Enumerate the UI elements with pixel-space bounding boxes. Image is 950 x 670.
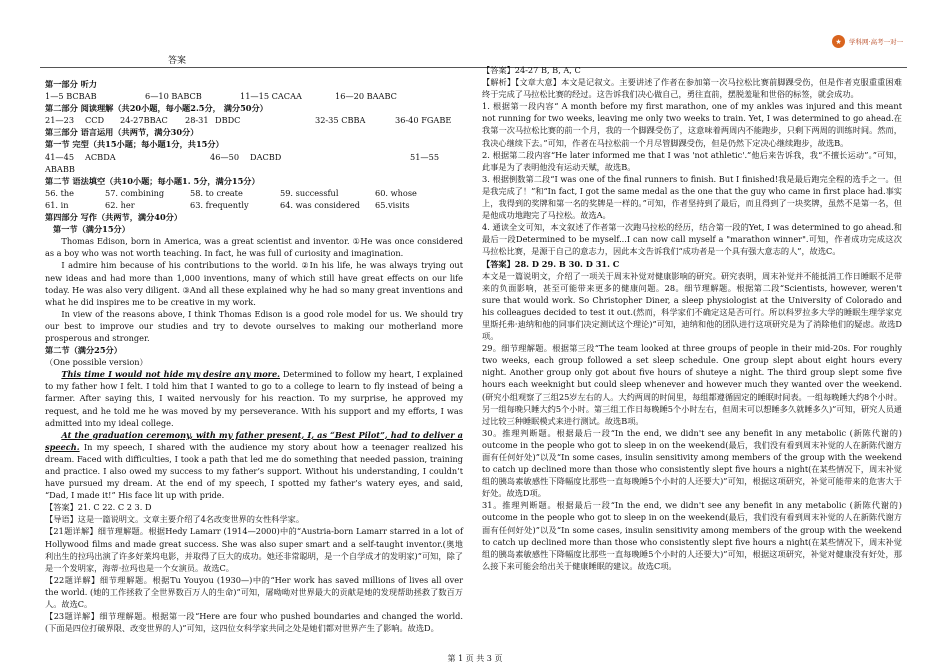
explanation: 本文是一篇说明文，介绍了一项关于周末补觉对健康影响的研究。研究表明，周末补觉并不能抵消工作日睡眠不足带来的负面影响，甚至可能带来更多的健康问题。28。细节理解题。根据第二段“Scientists, however, weren't sure that would work. So Christopher Diner, a sleep physiologist at the University of Colorado and his colleagues decided to test it out.(然而，科学家们不确定这是否可行。所以科罗拉多大学的睡眠生理学家克里斯托弗·迪纳和他的同事们决定测试这个理论)”可知，迪纳和他的团队进行这项研究是为了消除他们的疑虑。故选D项。 — [482, 270, 902, 342]
explanation: 【23题详解】细节理解题。根据第一段“Here are four who pushed boundaries and changed the world. (下面是四位打破界限、改变世界的人)”可知，这四位女科学家共同之处是她们都对世界产生了影响。故选D。 — [45, 611, 463, 634]
explanation: 2. 根据第二段内容“He later informed me that I was 'not athletic'.”他后来告诉我，我“不擅长运动”。”可知，此事是为了表明他没有运动天赋，故选B。 — [482, 149, 902, 172]
essay-paragraph: I admire him because of his contributions to the world. ②In his life, he was always trying out new ideas and had more than 1,000 inventions, many of which still have great effects on our life today. He was also very diligent. ③And all these explained why he had so many great inventions and what he did inspires me to be creative in my work. — [45, 260, 463, 307]
answers-grammar-2: 61. in 62. her 63. frequently 64. was considered 65.visits — [45, 199, 410, 210]
subsection-cloze: 第一节 完型（共15小题；每小题1分，共15分） — [45, 139, 224, 150]
version-note: （One possible version） — [45, 357, 148, 368]
answers-grammar-1: 56. the 57. combining 58. to create 59. successful 60. whose — [45, 187, 417, 198]
right-column — [482, 64, 902, 572]
answer-line: 【答案】28. D 29. B 30. D 31. C — [482, 258, 620, 269]
answer-line: 【答案】24-27 B, B, A, C — [482, 65, 581, 75]
essay-paragraph: In view of the reasons above, I think Thomas Edison is a good role model for us. We should try our best to improve our studies and try to devote ourselves to making our motherland more prosperous and stronger. — [45, 308, 463, 343]
answers-reading: 21—23 CCD 24-27BBAC 28-31 DBDC 32-35 CBBA 36-40 FGABE — [45, 115, 452, 126]
explanation: 29。细节理解题。根据第三段“The team looked at three groups of people in their mid-20s. For roughly two weeks, each group followed a set sleep schedule. One group slept about eight hours every night. Another group only got about five hours of shuteye a night. The third group slept some five hours each weeknight but could sleep whenever and however much they wanted over the weekend.(研究小组观察了三组25岁左右的人。大约两周的时间里，每组都遵循固定的睡眠时间表。一组每晚睡大约8个小时。另一组每晚只睡大约5个小时。第三组工作日每晚睡5个小时左右，但周末可以想睡多久就睡多久)”可知，研究人员通过比较三种睡眠模式来进行测试。故选B项。 — [482, 343, 903, 426]
explanation: 【21题详解】细节理解题。根据Hedy Lamarr (1914—2000)中的“Austria-born Lamarr starred in a lot of Hollywood films and made great success. She was also super smart and a self-taught inventor.(奥地利出生的拉玛出演了许多好莱坞电影，并取得了巨大的成功。她还非常聪明，是一个自学成才的发明家)”可知，除了是一个发明家，海蒂·拉玛也是一个女演员。故选C。 — [45, 526, 463, 573]
explanation: 3. 根据倒数第二段“I was one of the final runners to finish. But I finished!我是最后跑完全程的选手之一。但是我完成了！”和“In fact, I got the same medal as the one that the guy who came in first place had.事实上，我得到的奖牌和第一名的奖牌是一样的。”可知，作者坚持到了最后，而且得到了一块奖牌，虽然不是第一名，但是他成功地跑完了马拉松。故选A。 — [482, 173, 902, 221]
section-language: 第三部分 语言运用（共两节，满分30分） — [45, 127, 199, 138]
logo-icon: ★ — [832, 35, 845, 48]
explanation: 【解析】【文章大意】本文是记叙文。主要讲述了作者在参加第一次马拉松比赛前脚踝受伤，但是作者克服重重困难终于完成了马拉松比赛的经过。这告诉我们决心做自己，勇往直前，摆脱羞耻和世俗的标签，就会成功。 — [482, 77, 902, 100]
answers-cloze: 41—45 ACBDA 46—50 DACBD 51—55 — [45, 151, 440, 162]
answer-line: 【答案】21. C 22. C 2 3. D — [45, 502, 152, 513]
story-paragraph: This time I would not hide my desire any more. Determined to follow my heart, I explained to my father how I felt. I told him that I wanted to go to a college to learn to fly instead of being a farmer. After saying this, I waited nervously for his reaction. To my surprise, he approved my request, and he told me he was moved by my perseverance. With his support and my efforts, I was admitted into my ideal college. — [45, 369, 463, 428]
story-paragraph: At the graduation ceremony, with my father present, I, as “Best Pilot”, had to deliver a speech. In my speech, I shared with the audience my story about how a teenager realized his dream. Faced with difficulties, I took a path that led me do something that needed passion, training and practice. I also owed my success to my father’s support. Without his understanding, I couldn’t have pursued my dream. At the end of my speech, I spotted my father’s watery eyes, and said, “Dad, I made it!” His face lit up with pride. — [45, 429, 463, 501]
answers-listening: 1—5 BCBAB 6—10 BABCB 11—15 CACAA 16—20 BAABC — [45, 91, 397, 102]
section-writing: 第四部分 写作（共两节，满分40分） — [45, 212, 183, 223]
brand-logo — [832, 35, 903, 48]
guide-line: 【导语】这是一篇说明文。文章主要介绍了4名改变世界的女性科学家。 — [45, 514, 305, 525]
subsection-grammar: 第二节 语法填空（共10小题；每小题1. 5分，满分15分） — [45, 175, 260, 186]
subsection-writing-2: 第二节（满分25分） — [45, 345, 122, 356]
left-column — [45, 78, 463, 634]
explanation: 4. 通读全文可知，本文叙述了作者第一次跑马拉松的经历，结合第一段的Yet, I was determined to go ahead.和最后一段Determined to be myself...I can now call myself a "marathon winner".可知，作者成功完成这次马拉松比赛，是源于自己的意志力，因此本文告诉我们“成功者是一个具有强大意志的人”，故选C。 — [482, 222, 902, 257]
page-title: 答案 — [168, 56, 187, 66]
essay-paragraph: Thomas Edison, born in America, was a great scientist and inventor. ①He was once considered as a boy who was not worth teaching. In fact, he was full of curiosity and imagination. — [45, 236, 463, 259]
explanation: 1. 根据第一段内容“ A month before my first marathon, one of my ankles was injured and this meant not running for two weeks, leaving me only two weeks to train. Yet, I was determined to go ahead.在我第一次马拉松比赛的前一个月，我的一个脚踝受伤了，这意味着两周内不能跑步，只剩下两周的训练时间。然而，我决心继续下去。”可知，作者在马拉松前一个月尽管脚踝受伤，但是仍然下定决心继续跑步，故选B。 — [482, 101, 902, 148]
subsection-writing-1: 第一节（满分15分） — [53, 224, 130, 235]
logo-text: 学科网·高考一对一 — [849, 38, 904, 46]
explanation: 【22题详解】细节理解题。根据Tu Youyou (1930—)中的“Her work has saved millions of lives all over the world. (她的工作拯救了全世界数百万人的生命)”可知，屠呦呦对世界最大的贡献是她的发现帮助拯救了数百万人。故选C。 — [45, 574, 463, 610]
section-reading: 第二部分 阅读理解（共20小题，每小题2.5分， 满分50分） — [45, 103, 268, 114]
page-footer: 第 1 页 共 3 页 — [447, 654, 503, 663]
explanation: 31。推理判断题。根据最后一段“In the end, we didn't see any benefit in any metabolic (新陈代谢的) outcome in the people who got to sleep in on the weekend(最后，我们没有看到周末补觉的人在新陈代谢方面有任何好处)”以及“In some cases, insulin sensitivity among members of the group with the weekend to catch up declined more than those who consistently slept five hours a night(在某些情况下，周末补觉组的胰岛素敏感性下降幅度比那些一直每晚睡5个小时的人还要大)”可知，根据这项研究，补觉对健康没有好处，那么接下来可能会给出关于健康睡眠的建议。故选C项。 — [482, 500, 902, 571]
answers-cloze-cont: ABABB — [45, 163, 75, 174]
explanation: 30。推理判断题。根据最后一段“In the end, we didn't see any benefit in any metabolic (新陈代谢的) outcome in the people who got to sleep in on the weekend(最后，我们没有看到周末补觉的人在新陈代谢方面有任何好处)”以及“In some cases, insulin sensitivity among members of the group with the weekend to catch up declined more than those who consistently slept five hours a night(在某些情况下，周末补觉组的胰岛素敏感性下降幅度比那些一直每晚睡5个小时的人还要大)”可知，根据这项研究，补觉可能带来的危害大于好处。故选D项。 — [482, 427, 902, 499]
section-listening: 第一部分 听力 — [45, 79, 97, 89]
